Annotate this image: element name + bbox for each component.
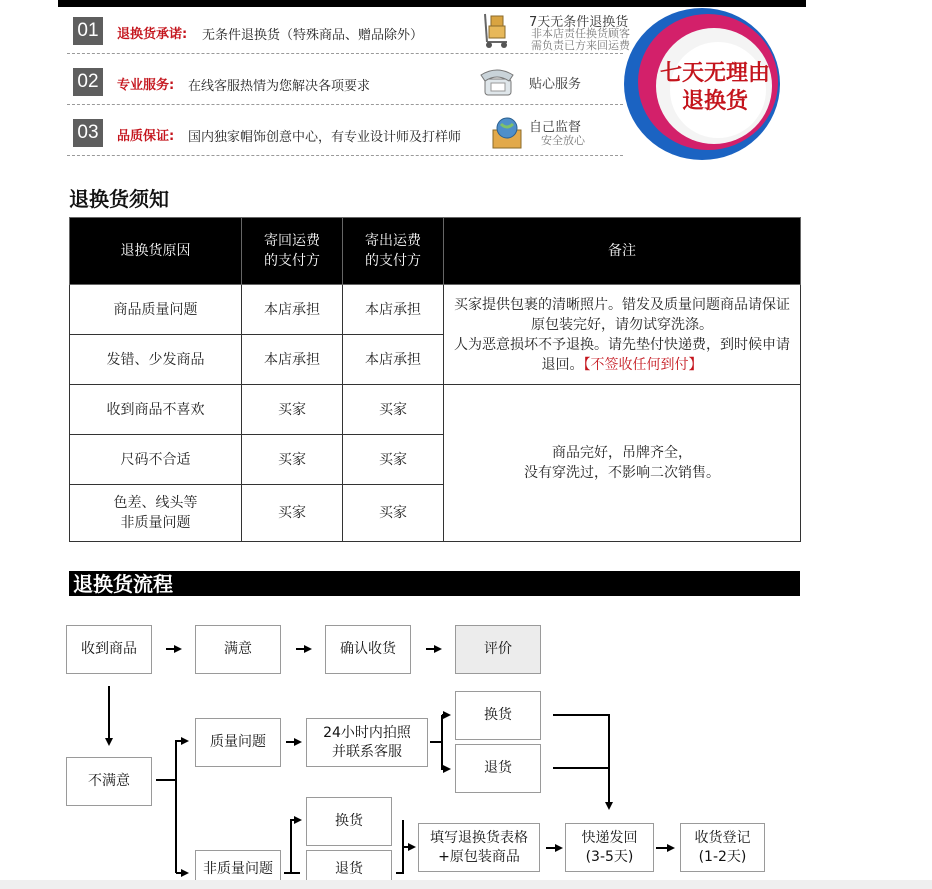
side-sub-text: 安全放心 bbox=[541, 134, 585, 147]
cell-return-fee: 本店承担 bbox=[242, 285, 343, 335]
flow-exchange-2: 换货 bbox=[306, 797, 392, 846]
promise-number: 03 bbox=[73, 119, 103, 147]
cell-ship-fee: 买家 bbox=[343, 385, 444, 435]
promise-desc: 在线客服热情为您解决各项要求 bbox=[188, 79, 371, 94]
cell-return-fee: 买家 bbox=[242, 435, 343, 485]
bottom-strip bbox=[0, 880, 932, 889]
cell-return-fee: 买家 bbox=[242, 385, 343, 435]
cell-ship-fee: 本店承担 bbox=[343, 285, 444, 335]
side-main-text: 7天无条件退换货 bbox=[529, 15, 629, 30]
cell-return-fee: 买家 bbox=[242, 485, 343, 542]
note-text: 买家提供包裹的清晰照片。错发及质量问题商品请保证原包装完好，请勿试穿洗涤。 bbox=[454, 296, 790, 333]
notice-title: 退换货须知 bbox=[69, 187, 169, 211]
cell-ship-fee: 本店承担 bbox=[343, 335, 444, 385]
header-note: 备注 bbox=[444, 218, 801, 285]
promise-desc: 无条件退换货（特殊商品、赠品除外） bbox=[202, 28, 424, 43]
cell-reason: 尺码不合适 bbox=[70, 435, 242, 485]
side-sub-text: 非本店责任换货顾客 bbox=[531, 27, 630, 40]
flow-photo: 24小时内拍照 并联系客服 bbox=[306, 718, 428, 767]
promise-number: 01 bbox=[73, 17, 103, 45]
note-red-text: 【不签收任何到付】 bbox=[583, 356, 703, 373]
flow-unsatisfied: 不满意 bbox=[66, 757, 152, 806]
header-return-fee: 寄回运费 的支付方 bbox=[242, 218, 343, 285]
flow-refund-2: 退货 bbox=[306, 850, 392, 888]
note-text-b: 人为恶意损坏不予退换。请先垫付快递费，到时候申请退回。 bbox=[454, 336, 790, 373]
cell-reason: 色差、线头等 非质量问题 bbox=[70, 485, 242, 542]
cell-ship-fee: 买家 bbox=[343, 485, 444, 542]
cell-reason: 收到商品不喜欢 bbox=[70, 385, 242, 435]
promise-number: 02 bbox=[73, 68, 103, 96]
side-main-text: 自己监督 bbox=[529, 120, 582, 135]
promise-title: 品质保证: bbox=[117, 129, 175, 144]
side-sub-text: 需负责已方来回运费 bbox=[531, 39, 630, 52]
cell-reason: 发错、少发商品 bbox=[70, 335, 242, 385]
flow-quality: 质量问题 bbox=[195, 718, 281, 767]
side-main-text: 贴心服务 bbox=[529, 77, 582, 92]
cell-ship-fee: 买家 bbox=[343, 435, 444, 485]
cell-note-nonquality: 商品完好，吊牌齐全， 没有穿洗过，不影响二次销售。 bbox=[444, 385, 801, 542]
cell-reason: 商品质量问题 bbox=[70, 285, 242, 335]
flow-received: 收到商品 bbox=[66, 625, 152, 674]
flow-confirm: 确认收货 bbox=[325, 625, 411, 674]
promise-title: 退换货承诺: bbox=[117, 27, 188, 42]
flow-satisfied: 满意 bbox=[195, 625, 281, 674]
flow-exchange: 换货 bbox=[455, 691, 541, 740]
flow-register: 收货登记 (1-2天) bbox=[680, 823, 765, 872]
promise-title: 专业服务: bbox=[117, 78, 175, 93]
header-reason: 退换货原因 bbox=[70, 218, 242, 285]
flow-refund: 退货 bbox=[455, 744, 541, 793]
badge-line-1: 七天无理由 bbox=[659, 61, 770, 86]
cell-return-fee: 本店承担 bbox=[242, 335, 343, 385]
flow-title: 退换货流程 bbox=[73, 572, 173, 596]
promise-desc: 国内独家帽饰创意中心，有专业设计师及打样师 bbox=[188, 130, 462, 145]
badge-line-2: 退换货 bbox=[681, 89, 748, 114]
flow-fill-form: 填写退换货表格 +原包装商品 bbox=[418, 823, 540, 872]
flow-ship-back: 快递发回 (3-5天) bbox=[565, 823, 654, 872]
header-ship-fee: 寄出运费 的支付方 bbox=[343, 218, 444, 285]
flow-nonquality: 非质量问题 bbox=[195, 850, 281, 888]
flow-review: 评价 bbox=[455, 625, 541, 674]
